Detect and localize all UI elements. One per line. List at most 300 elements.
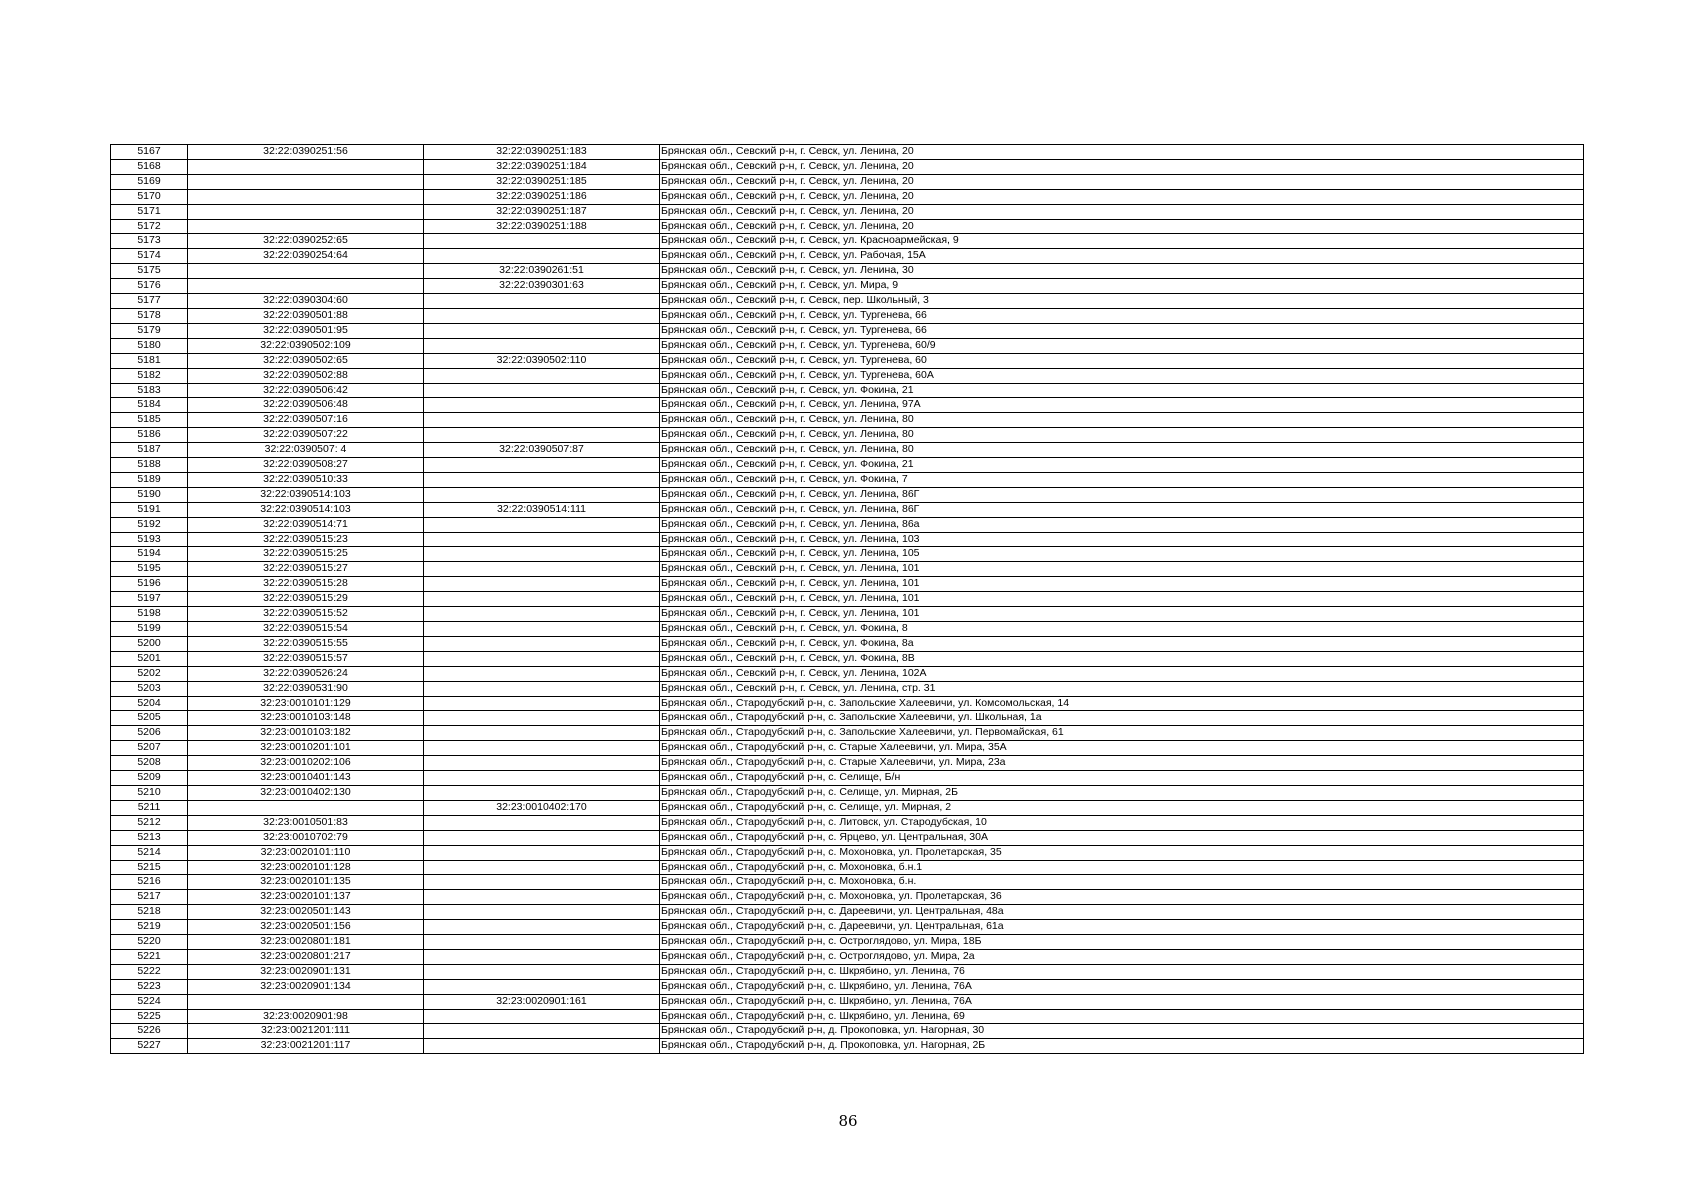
table-row [111,681,1584,696]
table-row [111,771,1584,786]
building-cadastral-number-cell [424,935,660,950]
table-row [111,1009,1584,1024]
row-number-cell: 5218 [111,905,188,920]
land-cadastral-number-cell: 32:22:0390502:65 [188,353,424,368]
table-row [111,472,1584,487]
building-cadastral-number-cell [424,562,660,577]
table-row [111,1024,1584,1039]
table-row [111,935,1584,950]
address-cell: Брянская обл., Севский р-н, г. Севск, пер. Школьный, 3 [660,294,1584,309]
address-cell: Брянская обл., Стародубский р-н, с. Запольские Халеевичи, ул. Школьная, 1а [660,711,1584,726]
building-cadastral-number-cell: 32:23:0010402:170 [424,800,660,815]
table-row [111,562,1584,577]
row-number-cell: 5180 [111,338,188,353]
land-cadastral-number-cell: 32:23:0020901:98 [188,1009,424,1024]
row-number-cell: 5172 [111,219,188,234]
table-row [111,308,1584,323]
row-number-cell: 5186 [111,428,188,443]
address-cell: Брянская обл., Стародубский р-н, с. Остроглядово, ул. Мира, 2а [660,949,1584,964]
address-cell: Брянская обл., Севский р-н, г. Севск, ул. Ленина, 101 [660,562,1584,577]
table-row [111,636,1584,651]
address-cell: Брянская обл., Севский р-н, г. Севск, ул. Красноармейская, 9 [660,234,1584,249]
building-cadastral-number-cell [424,845,660,860]
land-cadastral-number-cell: 32:23:0010501:83 [188,815,424,830]
building-cadastral-number-cell [424,905,660,920]
row-number-cell: 5213 [111,830,188,845]
building-cadastral-number-cell [424,726,660,741]
row-number-cell: 5210 [111,785,188,800]
land-cadastral-number-cell: 32:23:0020801:181 [188,935,424,950]
table-row [111,338,1584,353]
building-cadastral-number-cell [424,875,660,890]
row-number-cell: 5225 [111,1009,188,1024]
building-cadastral-number-cell [424,830,660,845]
building-cadastral-number-cell [424,338,660,353]
address-cell: Брянская обл., Стародубский р-н, с. Шкрябино, ул. Ленина, 76А [660,994,1584,1009]
address-cell: Брянская обл., Стародубский р-н, с. Мохоновка, б.н. [660,875,1584,890]
building-cadastral-number-cell [424,860,660,875]
table-row [111,726,1584,741]
row-number-cell: 5219 [111,920,188,935]
table-row [111,249,1584,264]
row-number-cell: 5169 [111,174,188,189]
land-cadastral-number-cell: 32:22:0390507:16 [188,413,424,428]
row-number-cell: 5176 [111,279,188,294]
land-cadastral-number-cell: 32:23:0020501:143 [188,905,424,920]
table-row [111,756,1584,771]
table-row [111,800,1584,815]
land-cadastral-number-cell: 32:22:0390251:56 [188,145,424,160]
row-number-cell: 5193 [111,532,188,547]
land-cadastral-number-cell: 32:23:0010401:143 [188,771,424,786]
table-row [111,159,1584,174]
table-row [111,592,1584,607]
building-cadastral-number-cell [424,458,660,473]
table-row [111,890,1584,905]
address-cell: Брянская обл., Стародубский р-н, с. Литовск, ул. Стародубская, 10 [660,815,1584,830]
building-cadastral-number-cell [424,383,660,398]
building-cadastral-number-cell [424,294,660,309]
address-cell: Брянская обл., Севский р-н, г. Севск, ул. Фокина, 8 [660,622,1584,637]
table-row [111,875,1584,890]
row-number-cell: 5204 [111,696,188,711]
table-row [111,353,1584,368]
table-row [111,234,1584,249]
land-cadastral-number-cell: 32:23:0020901:131 [188,964,424,979]
table-row [111,487,1584,502]
address-cell: Брянская обл., Стародубский р-н, с. Запольские Халеевичи, ул. Первомайская, 61 [660,726,1584,741]
land-cadastral-number-cell: 32:22:0390515:52 [188,607,424,622]
row-number-cell: 5201 [111,651,188,666]
building-cadastral-number-cell: 32:22:0390507:87 [424,443,660,458]
table-row [111,920,1584,935]
building-cadastral-number-cell [424,592,660,607]
address-cell: Брянская обл., Севский р-н, г. Севск, ул. Ленина, 103 [660,532,1584,547]
row-number-cell: 5167 [111,145,188,160]
row-number-cell: 5220 [111,935,188,950]
land-cadastral-number-cell [188,994,424,1009]
address-cell: Брянская обл., Севский р-н, г. Севск, ул. Тургенева, 60 [660,353,1584,368]
row-number-cell: 5212 [111,815,188,830]
property-table-body [111,145,1584,1054]
table-row [111,502,1584,517]
row-number-cell: 5183 [111,383,188,398]
land-cadastral-number-cell: 32:22:0390515:57 [188,651,424,666]
row-number-cell: 5190 [111,487,188,502]
land-cadastral-number-cell: 32:22:0390515:28 [188,577,424,592]
land-cadastral-number-cell: 32:22:0390515:27 [188,562,424,577]
land-cadastral-number-cell: 32:22:0390502:88 [188,368,424,383]
table-row [111,741,1584,756]
table-row [111,622,1584,637]
address-cell: Брянская обл., Стародубский р-н, с. Селище, ул. Мирная, 2Б [660,785,1584,800]
address-cell: Брянская обл., Севский р-н, г. Севск, ул. Рабочая, 15А [660,249,1584,264]
row-number-cell: 5214 [111,845,188,860]
page-number: 86 [838,1112,858,1130]
land-cadastral-number-cell: 32:22:0390514:103 [188,502,424,517]
row-number-cell: 5178 [111,308,188,323]
land-cadastral-number-cell: 32:22:0390502:109 [188,338,424,353]
building-cadastral-number-cell [424,815,660,830]
address-cell: Брянская обл., Стародубский р-н, с. Шкрябино, ул. Ленина, 69 [660,1009,1584,1024]
row-number-cell: 5168 [111,159,188,174]
address-cell: Брянская обл., Стародубский р-н, с. Мохоновка, ул. Пролетарская, 36 [660,890,1584,905]
land-cadastral-number-cell: 32:23:0010201:101 [188,741,424,756]
table-row [111,458,1584,473]
building-cadastral-number-cell: 32:23:0020901:161 [424,994,660,1009]
table-row [111,785,1584,800]
building-cadastral-number-cell [424,607,660,622]
building-cadastral-number-cell: 32:22:0390301:63 [424,279,660,294]
address-cell: Брянская обл., Стародубский р-н, д. Прокоповка, ул. Нагорная, 2Б [660,1039,1584,1054]
land-cadastral-number-cell: 32:22:0390506:42 [188,383,424,398]
land-cadastral-number-cell: 32:23:0010702:79 [188,830,424,845]
address-cell: Брянская обл., Севский р-н, г. Севск, ул. Тургенева, 60/9 [660,338,1584,353]
land-cadastral-number-cell: 32:22:0390254:64 [188,249,424,264]
table-row [111,964,1584,979]
row-number-cell: 5209 [111,771,188,786]
table-row [111,189,1584,204]
land-cadastral-number-cell: 32:23:0020501:156 [188,920,424,935]
land-cadastral-number-cell: 32:23:0020901:134 [188,979,424,994]
building-cadastral-number-cell [424,472,660,487]
row-number-cell: 5195 [111,562,188,577]
land-cadastral-number-cell: 32:22:0390526:24 [188,666,424,681]
building-cadastral-number-cell [424,1039,660,1054]
row-number-cell: 5199 [111,622,188,637]
building-cadastral-number-cell [424,890,660,905]
row-number-cell: 5194 [111,547,188,562]
address-cell: Брянская обл., Севский р-н, г. Севск, ул. Ленина, 30 [660,264,1584,279]
address-cell: Брянская обл., Севский р-н, г. Севск, ул. Ленина, 86а [660,517,1584,532]
land-cadastral-number-cell [188,174,424,189]
building-cadastral-number-cell [424,487,660,502]
land-cadastral-number-cell [188,264,424,279]
building-cadastral-number-cell [424,949,660,964]
address-cell: Брянская обл., Севский р-н, г. Севск, ул. Ленина, 20 [660,204,1584,219]
address-cell: Брянская обл., Севский р-н, г. Севск, ул. Ленина, 101 [660,592,1584,607]
table-row [111,413,1584,428]
land-cadastral-number-cell: 32:22:0390507:22 [188,428,424,443]
row-number-cell: 5189 [111,472,188,487]
land-cadastral-number-cell: 32:22:0390515:23 [188,532,424,547]
table-row [111,547,1584,562]
building-cadastral-number-cell: 32:22:0390251:184 [424,159,660,174]
land-cadastral-number-cell: 32:22:0390514:71 [188,517,424,532]
table-row [111,711,1584,726]
row-number-cell: 5215 [111,860,188,875]
building-cadastral-number-cell [424,547,660,562]
table-row [111,279,1584,294]
row-number-cell: 5198 [111,607,188,622]
building-cadastral-number-cell [424,622,660,637]
row-number-cell: 5221 [111,949,188,964]
row-number-cell: 5203 [111,681,188,696]
land-cadastral-number-cell: 32:23:0020101:128 [188,860,424,875]
row-number-cell: 5171 [111,204,188,219]
land-cadastral-number-cell [188,204,424,219]
address-cell: Брянская обл., Севский р-н, г. Севск, ул. Тургенева, 60А [660,368,1584,383]
land-cadastral-number-cell [188,189,424,204]
row-number-cell: 5170 [111,189,188,204]
address-cell: Брянская обл., Севский р-н, г. Севск, ул. Ленина, 20 [660,174,1584,189]
row-number-cell: 5188 [111,458,188,473]
address-cell: Брянская обл., Севский р-н, г. Севск, ул. Ленина, 80 [660,413,1584,428]
row-number-cell: 5185 [111,413,188,428]
land-cadastral-number-cell: 32:22:0390531:90 [188,681,424,696]
table-row [111,204,1584,219]
table-row [111,174,1584,189]
table-row [111,145,1584,160]
building-cadastral-number-cell [424,696,660,711]
building-cadastral-number-cell [424,666,660,681]
table-row [111,1039,1584,1054]
row-number-cell: 5217 [111,890,188,905]
row-number-cell: 5173 [111,234,188,249]
row-number-cell: 5181 [111,353,188,368]
row-number-cell: 5191 [111,502,188,517]
table-row [111,294,1584,309]
table-row [111,979,1584,994]
row-number-cell: 5227 [111,1039,188,1054]
building-cadastral-number-cell [424,428,660,443]
row-number-cell: 5175 [111,264,188,279]
land-cadastral-number-cell: 32:22:0390508:27 [188,458,424,473]
row-number-cell: 5207 [111,741,188,756]
address-cell: Брянская обл., Севский р-н, г. Севск, ул. Ленина, 80 [660,428,1584,443]
address-cell: Брянская обл., Стародубский р-н, с. Старые Халеевичи, ул. Мира, 23а [660,756,1584,771]
address-cell: Брянская обл., Севский р-н, г. Севск, ул. Ленина, 102А [660,666,1584,681]
table-row [111,398,1584,413]
address-cell: Брянская обл., Севский р-н, г. Севск, ул. Ленина, 101 [660,607,1584,622]
land-cadastral-number-cell: 32:23:0021201:117 [188,1039,424,1054]
address-cell: Брянская обл., Стародубский р-н, с. Ярцево, ул. Центральная, 30А [660,830,1584,845]
building-cadastral-number-cell [424,1009,660,1024]
table-row [111,323,1584,338]
building-cadastral-number-cell [424,741,660,756]
building-cadastral-number-cell [424,681,660,696]
row-number-cell: 5208 [111,756,188,771]
address-cell: Брянская обл., Севский р-н, г. Севск, ул. Тургенева, 66 [660,323,1584,338]
row-number-cell: 5187 [111,443,188,458]
row-number-cell: 5205 [111,711,188,726]
table-row [111,264,1584,279]
address-cell: Брянская обл., Севский р-н, г. Севск, ул. Ленина, 105 [660,547,1584,562]
table-row [111,428,1584,443]
row-number-cell: 5197 [111,592,188,607]
building-cadastral-number-cell: 32:22:0390251:186 [424,189,660,204]
building-cadastral-number-cell: 32:22:0390251:183 [424,145,660,160]
row-number-cell: 5224 [111,994,188,1009]
land-cadastral-number-cell [188,800,424,815]
address-cell: Брянская обл., Севский р-н, г. Севск, ул. Ленина, 20 [660,219,1584,234]
row-number-cell: 5216 [111,875,188,890]
building-cadastral-number-cell [424,756,660,771]
building-cadastral-number-cell [424,636,660,651]
land-cadastral-number-cell: 32:22:0390515:25 [188,547,424,562]
address-cell: Брянская обл., Севский р-н, г. Севск, ул. Ленина, 97А [660,398,1584,413]
building-cadastral-number-cell [424,964,660,979]
land-cadastral-number-cell: 32:22:0390252:65 [188,234,424,249]
land-cadastral-number-cell: 32:22:0390515:29 [188,592,424,607]
address-cell: Брянская обл., Севский р-н, г. Севск, ул. Ленина, 86Г [660,487,1584,502]
land-cadastral-number-cell: 32:22:0390514:103 [188,487,424,502]
land-cadastral-number-cell: 32:22:0390515:54 [188,622,424,637]
land-cadastral-number-cell: 32:22:0390501:88 [188,308,424,323]
table-row [111,860,1584,875]
land-cadastral-number-cell [188,279,424,294]
building-cadastral-number-cell [424,249,660,264]
row-number-cell: 5179 [111,323,188,338]
address-cell: Брянская обл., Севский р-н, г. Севск, ул. Фокина, 8а [660,636,1584,651]
land-cadastral-number-cell: 32:22:0390507: 4 [188,443,424,458]
row-number-cell: 5182 [111,368,188,383]
building-cadastral-number-cell [424,711,660,726]
row-number-cell: 5177 [111,294,188,309]
address-cell: Брянская обл., Стародубский р-н, с. Дареевичи, ул. Центральная, 48а [660,905,1584,920]
table-row [111,905,1584,920]
address-cell: Брянская обл., Севский р-н, г. Севск, ул. Фокина, 21 [660,383,1584,398]
address-cell: Брянская обл., Стародубский р-н, с. Шкрябино, ул. Ленина, 76А [660,979,1584,994]
table-row [111,443,1584,458]
building-cadastral-number-cell: 32:22:0390251:187 [424,204,660,219]
table-row [111,368,1584,383]
building-cadastral-number-cell: 32:22:0390261:51 [424,264,660,279]
row-number-cell: 5222 [111,964,188,979]
land-cadastral-number-cell: 32:23:0010101:129 [188,696,424,711]
building-cadastral-number-cell [424,979,660,994]
address-cell: Брянская обл., Стародубский р-н, с. Остроглядово, ул. Мира, 18Б [660,935,1584,950]
table-row [111,219,1584,234]
building-cadastral-number-cell [424,308,660,323]
land-cadastral-number-cell: 32:23:0020801:217 [188,949,424,964]
address-cell: Брянская обл., Стародубский р-н, с. Дареевичи, ул. Центральная, 61а [660,920,1584,935]
table-row [111,666,1584,681]
row-number-cell: 5184 [111,398,188,413]
land-cadastral-number-cell: 32:23:0020101:135 [188,875,424,890]
land-cadastral-number-cell: 32:22:0390510:33 [188,472,424,487]
table-row [111,577,1584,592]
address-cell: Брянская обл., Севский р-н, г. Севск, ул. Ленина, стр. 31 [660,681,1584,696]
building-cadastral-number-cell [424,323,660,338]
row-number-cell: 5211 [111,800,188,815]
address-cell: Брянская обл., Севский р-н, г. Севск, ул. Ленина, 80 [660,443,1584,458]
table-row [111,696,1584,711]
building-cadastral-number-cell [424,368,660,383]
building-cadastral-number-cell [424,517,660,532]
land-cadastral-number-cell [188,159,424,174]
row-number-cell: 5174 [111,249,188,264]
row-number-cell: 5196 [111,577,188,592]
building-cadastral-number-cell: 32:22:0390514:111 [424,502,660,517]
address-cell: Брянская обл., Севский р-н, г. Севск, ул. Ленина, 86Г [660,502,1584,517]
building-cadastral-number-cell: 32:22:0390251:188 [424,219,660,234]
land-cadastral-number-cell: 32:22:0390501:95 [188,323,424,338]
address-cell: Брянская обл., Севский р-н, г. Севск, ул. Фокина, 7 [660,472,1584,487]
building-cadastral-number-cell [424,532,660,547]
land-cadastral-number-cell: 32:22:0390304:60 [188,294,424,309]
table-row [111,517,1584,532]
table-row [111,815,1584,830]
address-cell: Брянская обл., Стародубский р-н, с. Запольские Халеевичи, ул. Комсомольская, 14 [660,696,1584,711]
table-row [111,383,1584,398]
building-cadastral-number-cell [424,234,660,249]
address-cell: Брянская обл., Стародубский р-н, д. Прокоповка, ул. Нагорная, 30 [660,1024,1584,1039]
address-cell: Брянская обл., Севский р-н, г. Севск, ул. Мира, 9 [660,279,1584,294]
address-cell: Брянская обл., Стародубский р-н, с. Селище, Б/н [660,771,1584,786]
land-cadastral-number-cell: 32:23:0010103:148 [188,711,424,726]
address-cell: Брянская обл., Севский р-н, г. Севск, ул. Фокина, 21 [660,458,1584,473]
address-cell: Брянская обл., Стародубский р-н, с. Мохоновка, ул. Пролетарская, 35 [660,845,1584,860]
building-cadastral-number-cell [424,920,660,935]
land-cadastral-number-cell: 32:22:0390515:55 [188,636,424,651]
row-number-cell: 5192 [111,517,188,532]
row-number-cell: 5202 [111,666,188,681]
address-cell: Брянская обл., Севский р-н, г. Севск, ул. Фокина, 8В [660,651,1584,666]
building-cadastral-number-cell [424,785,660,800]
building-cadastral-number-cell [424,577,660,592]
building-cadastral-number-cell: 32:22:0390502:110 [424,353,660,368]
land-cadastral-number-cell: 32:23:0020101:137 [188,890,424,905]
address-cell: Брянская обл., Стародубский р-н, с. Селище, ул. Мирная, 2 [660,800,1584,815]
building-cadastral-number-cell [424,651,660,666]
building-cadastral-number-cell [424,771,660,786]
table-row [111,949,1584,964]
table-row [111,607,1584,622]
land-cadastral-number-cell [188,219,424,234]
address-cell: Брянская обл., Севский р-н, г. Севск, ул. Тургенева, 66 [660,308,1584,323]
land-cadastral-number-cell: 32:23:0021201:111 [188,1024,424,1039]
building-cadastral-number-cell [424,398,660,413]
table-row [111,532,1584,547]
address-cell: Брянская обл., Севский р-н, г. Севск, ул. Ленина, 20 [660,145,1584,160]
building-cadastral-number-cell [424,413,660,428]
row-number-cell: 5226 [111,1024,188,1039]
land-cadastral-number-cell: 32:22:0390506:48 [188,398,424,413]
address-cell: Брянская обл., Стародубский р-н, с. Шкрябино, ул. Ленина, 76 [660,964,1584,979]
building-cadastral-number-cell: 32:22:0390251:185 [424,174,660,189]
table-row [111,830,1584,845]
land-cadastral-number-cell: 32:23:0010202:106 [188,756,424,771]
land-cadastral-number-cell: 32:23:0010402:130 [188,785,424,800]
address-cell: Брянская обл., Стародубский р-н, с. Мохоновка, б.н.1 [660,860,1584,875]
table-row [111,651,1584,666]
address-cell: Брянская обл., Севский р-н, г. Севск, ул. Ленина, 20 [660,159,1584,174]
property-table [110,144,1584,1054]
table-row [111,994,1584,1009]
table-row [111,845,1584,860]
address-cell: Брянская обл., Севский р-н, г. Севск, ул. Ленина, 20 [660,189,1584,204]
